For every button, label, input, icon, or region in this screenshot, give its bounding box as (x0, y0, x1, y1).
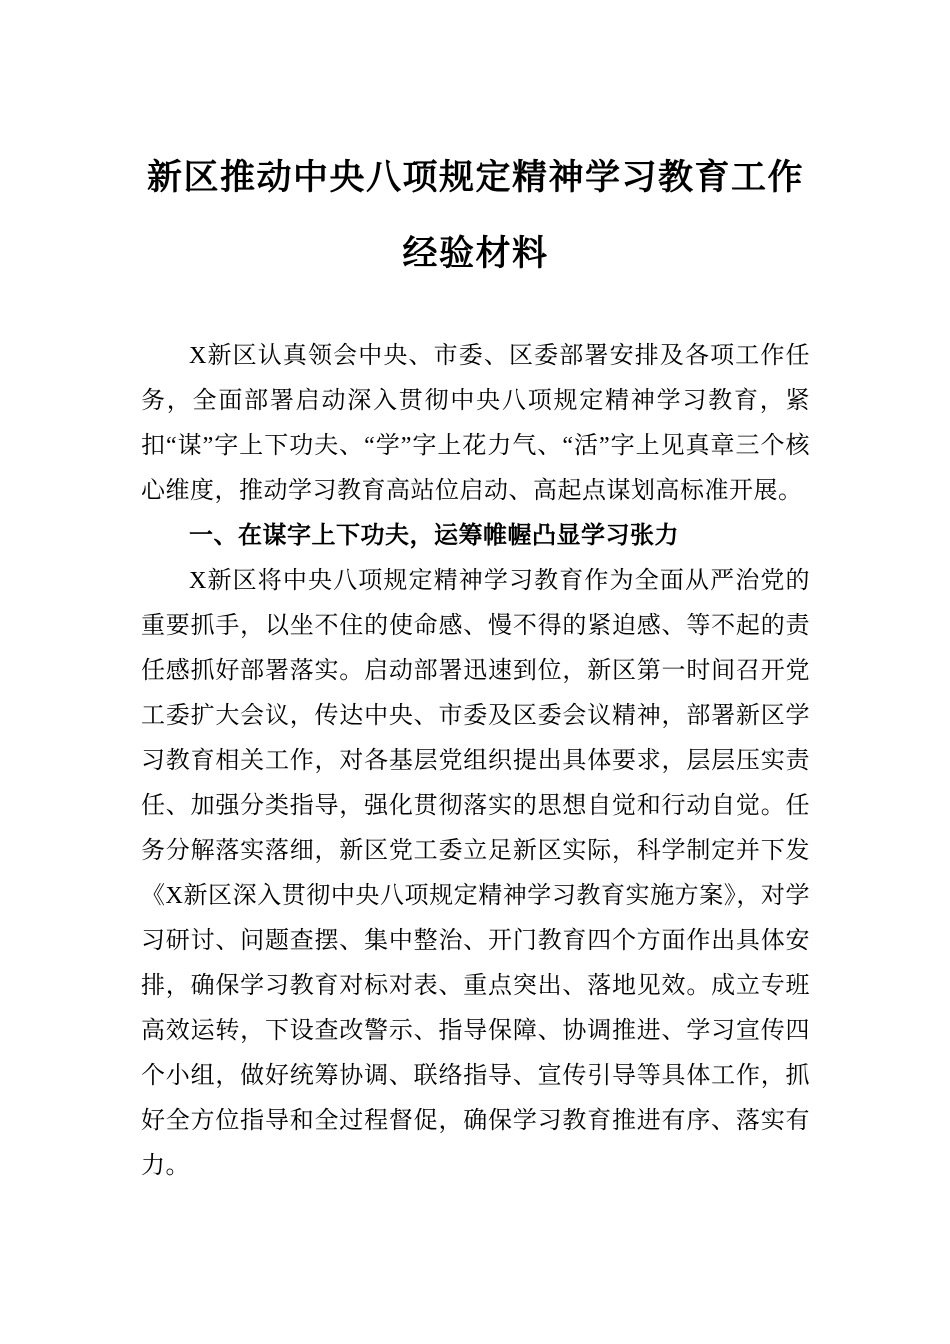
document-title-line-2: 经验材料 (402, 234, 549, 273)
document-title-line-1: 新区推动中央八项规定精神学习教育工作 (146, 158, 804, 197)
paragraph-intro: X新区认真领会中央、市委、区委部署安排及各项工作任务，全面部署启动深入贯彻中央八项规定精神学习教育，紧扣“谋”字上下功夫、“学”字上花力气、“活”字上见真章三个核心维度，推动学习教育高站位启动、高起点谋划高标准开展。 (141, 343, 810, 504)
document-title (141, 140, 810, 292)
document-body (141, 334, 810, 1189)
paragraph-section-1: X新区将中央八项规定精神学习教育作为全面从严治党的重要抓手，以坐不住的使命感、慢不得的紧迫感、等不起的责任感抓好部署落实。启动部署迅速到位，新区第一时间召开党工委扩大会议，传达中央、市委及区委会议精神，部署新区学习教育相关工作，对各基层党组织提出具体要求，层层压实责任、加强分类指导，强化贯彻落实的思想自觉和行动自觉。任务分解落实落细，新区党工委立足新区实际，科学制定并下发《X新区深入贯彻中央八项规定精神学习教育实施方案》，对学习研讨、问题查摆、集中整治、开门教育四个方面作出具体安排，确保学习教育对标对表、重点突出、落地见效。成立专班高效运转，下设查改警示、指导保障、协调推进、学习宣传四个小组，做好统筹协调、联络指导、宣传引导等具体工作，抓好全方位指导和全过程督促，确保学习教育推进有序、落实有力。 (141, 568, 810, 1179)
section-heading-1: 一、在谋字上下功夫，运筹帷幄凸显学习张力 (189, 523, 679, 549)
